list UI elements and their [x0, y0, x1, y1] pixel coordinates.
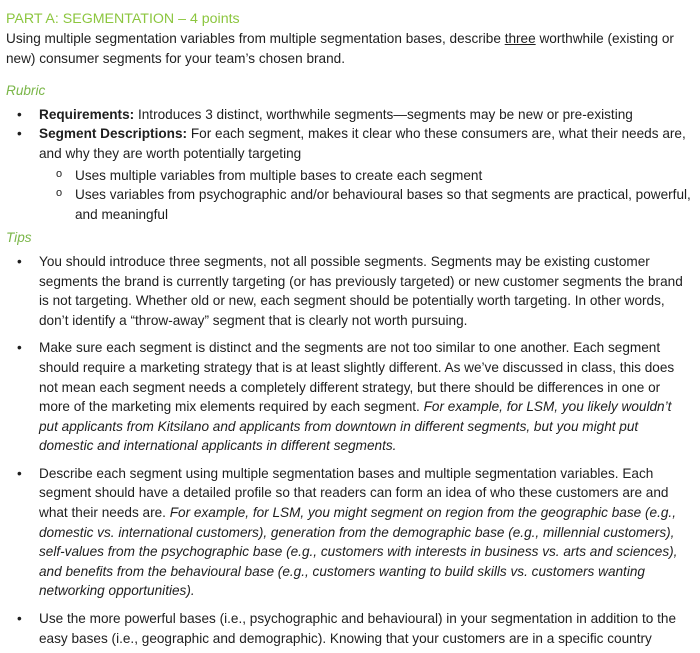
- rubric-list: [6, 105, 694, 225]
- tip-item: [6, 464, 694, 601]
- tip-item: [6, 609, 694, 648]
- tip-example: For example, for LSM, you might segment on region from the geographic base (e.g., domestic vs. international customers), generation from the demographic base (e.g., millennial customers), self-values from the psychographic base (e.g., customers with interests in business vs. arts and sciences), and benefits from the behavioural base (e.g., customers wanting to build skills vs. customers wanting networking opportunities).: [39, 505, 678, 599]
- tip-example: For example, for LSM, you likely wouldn’t put applicants from Kitsilano and applicants from downtown in different segments, but you might put domestic and international applicants in different segments.: [39, 399, 672, 454]
- rubric-item-requirements: [6, 105, 694, 125]
- tip-text: Make sure each segment is distinct and the segments are not too similar to one another. Each segment should require a marketing strategy that is at least slightly different. As we’ve discussed in class, this does not mean each segment needs a completely different strategy, but there should be differences in one or more of the marketing mix elements required by each segment.: [39, 340, 675, 415]
- rubric-item-title: Requirements:: [39, 106, 135, 122]
- tip-text: Use the more powerful bases (i.e., psychographic and behavioural) in your segmentation in addition to the easy bases (i.e., geographic and demographic). Knowing that your customers are in a specific country: [39, 611, 677, 646]
- rubric-item-segment-descriptions: [6, 124, 694, 224]
- tip-item: [6, 338, 694, 456]
- rubric-item-title: Segment Descriptions:: [39, 126, 188, 142]
- rubric-subitem: o Uses multiple variables from multiple bases to create each segment: [39, 166, 694, 186]
- tip-text: You should introduce three segments, not all possible segments. Segments may be existing customer segments the brand is currently targeting (or has previously targeted) or new customer segments the brand is not targeting. Whether old or new, each segment should be potentially worth targeting. In other words, don’t identify a “throw-away” segment that is clearly not worth pursuing.: [39, 253, 683, 328]
- intro-text-before: Using multiple segmentation variables from multiple segmentation bases, describe: [6, 31, 505, 46]
- rubric-item-text: For each segment, makes it clear who these consumers are, what their needs are, and why they are worth potentially targeting: [39, 126, 686, 161]
- intro-text-after: worthwhile (existing or new) consumer segments for your team’s chosen brand.: [6, 31, 674, 66]
- rubric-subitem: o Uses variables from psychographic and/or behavioural bases so that segments are practical, powerful, and meaningful: [39, 185, 694, 224]
- tips-label: Tips: [6, 230, 32, 246]
- section-heading: PART A: SEGMENTATION – 4 points: [6, 11, 240, 27]
- tip-text: Describe each segment using multiple segmentation bases and multiple segmentation variables. Each segment should have a detailed profile so that readers can form an idea of who these customers are and what their needs are.: [39, 465, 669, 521]
- intro-underlined-word: three: [504, 31, 536, 46]
- intro-paragraph: [6, 29, 694, 68]
- rubric-item-text: Introduces 3 distinct, worthwhile segments—segments may be new or pre-existing: [134, 106, 633, 122]
- rubric-label: Rubric: [6, 83, 46, 99]
- tips-list: [6, 252, 694, 648]
- tip-item: [6, 252, 694, 330]
- rubric-sublist: [39, 166, 694, 225]
